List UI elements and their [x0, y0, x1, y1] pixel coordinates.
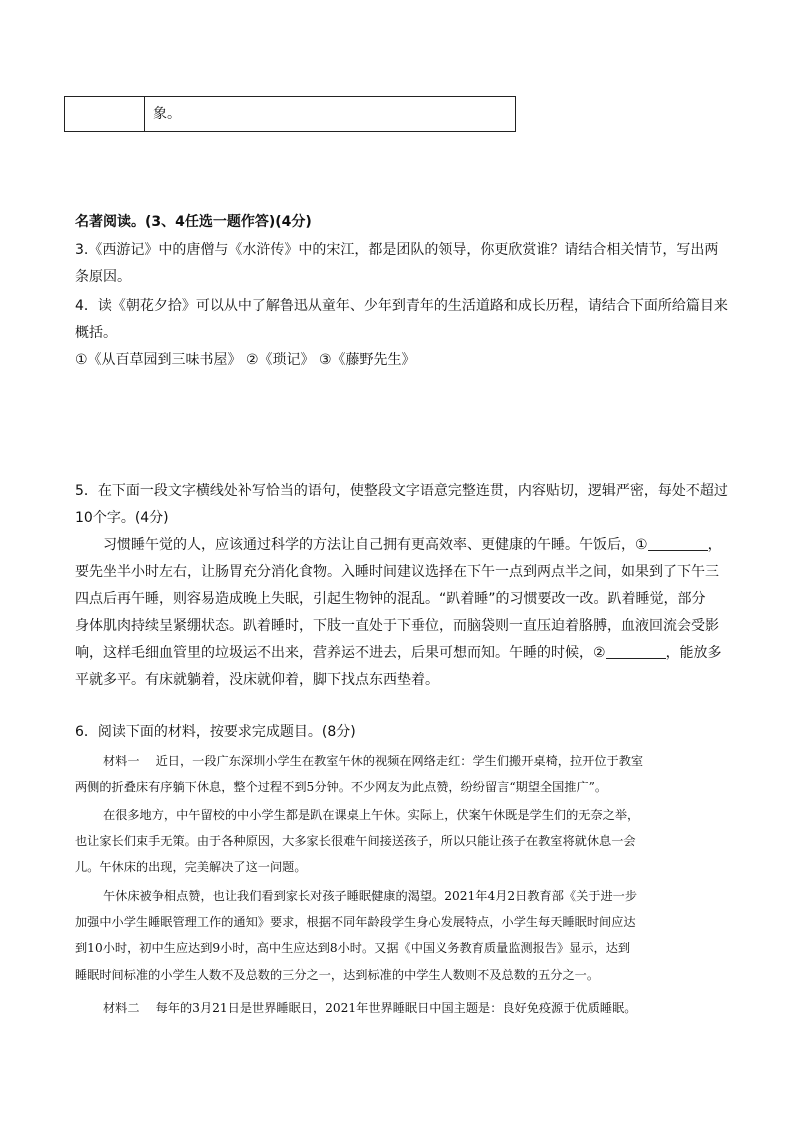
material-1-line-6: 午休床被争相点赞，也让我们看到家长对孩子睡眠健康的渴望。2021年4月2日教育部《关于进一步: [103, 889, 638, 903]
section-title: 名著阅读。(3、4任选一题作答)(4分): [75, 214, 312, 230]
material-1-line-2: 两侧的折叠床有序躺下休息，整个过程不到5分钟。不少网友为此点赞，纷纷留言“期望全国推广”。: [75, 780, 608, 794]
question-5-line-2: 10个字。(4分): [75, 510, 169, 526]
material-2-line-1: 材料二 每年的3月21日是世界睡眠日，2021年世界睡眠日中国主题是：良好免疫源于优质睡眠。: [103, 1001, 637, 1015]
answer-table-fragment: [64, 96, 516, 132]
question-3-line-2: 条原因。: [75, 269, 131, 285]
question-3-line-1: 3.《西游记》中的唐僧与《水浒传》中的宋江，都是团队的领导，你更欣赏谁？请结合相关情节，写出两: [75, 242, 719, 258]
q5-paragraph-line-3: 四点后再午睡，则容易造成晚上失眠，引起生物钟的混乱。“趴着睡”的习惯要改一改。趴着睡觉，部分: [75, 591, 706, 607]
q5-paragraph-line-4: 身体肌肉持续呈紧绷状态。趴着睡时，下肢一直处于下垂位，而脑袋则一直压迫着胳膊，血液回流会受影: [75, 618, 719, 634]
answer-blank-1[interactable]: [648, 536, 708, 551]
material-1-line-4: 也让家长们束手无策。由于各种原因，大多家长很难午间接送孩子，所以只能让孩子在教室将就休息一会: [75, 834, 636, 848]
table-cell-left: [65, 97, 145, 131]
question-4-line-2: 概括。: [75, 325, 117, 341]
material-1-line-5: 儿。午休床的出现，完美解决了这一问题。: [75, 860, 307, 874]
question-4-line-1: 4．读《朝花夕拾》可以从中了解鲁迅从童年、少年到青年的生活道路和成长历程，请结合下面所给篇目来: [75, 298, 728, 314]
material-1-line-1: 材料一 近日，一段广东深圳小学生在教室午休的视频在网络走红：学生们搬开桌椅，拉开位于教室: [103, 754, 644, 768]
q5-paragraph-line-5: 响，这样毛细血管里的垃圾运不出来，营养运不进去，后果可想而知。午睡的时候，② ，能放多: [75, 645, 722, 661]
question-5-line-1: 5．在下面一段文字横线处补写恰当的语句，使整段文字语意完整连贯，内容贴切，逻辑严密，每处不超过: [75, 483, 728, 499]
material-1-line-7: 加强中小学生睡眠管理工作的通知》要求，根据不同年龄段学生身心发展特点，小学生每天睡眠时间应达: [75, 915, 636, 929]
table-cell-text: 象。: [153, 106, 181, 122]
question-4-items: ①《从百草园到三味书屋》 ②《琐记》 ③《藤野先生》: [75, 352, 416, 368]
q5-paragraph-line-2: 要先坐半小时左右，让肠胃充分消化食物。入睡时间建议选择在下午一点到两点半之间，如果到了下午三: [75, 564, 719, 580]
q5-paragraph-line-1: 习惯睡午觉的人，应该通过科学的方法让自己拥有更高效率、更健康的午睡。午饭后，① ，: [103, 537, 722, 553]
material-1-line-8: 到10小时，初中生应达到9小时，高中生应达到8小时。又据《中国义务教育质量监测报告》显示，达到: [75, 941, 631, 955]
q5-paragraph-line-6: 平就多平。有床就躺着，没床就仰着，脚下找点东西垫着。: [75, 672, 439, 688]
material-1-line-9: 睡眠时间标准的小学生人数不及总数的三分之一，达到标准的中学生人数则不及总数的五分之一。: [75, 968, 600, 982]
answer-blank-2[interactable]: [606, 644, 666, 659]
material-1-line-3: 在很多地方，中午留校的中小学生都是趴在课桌上午休。实际上，伏案午休既是学生们的无奈之举，: [103, 808, 640, 822]
question-6-line-1: 6．阅读下面的材料，按要求完成题目。(8分): [75, 724, 356, 740]
